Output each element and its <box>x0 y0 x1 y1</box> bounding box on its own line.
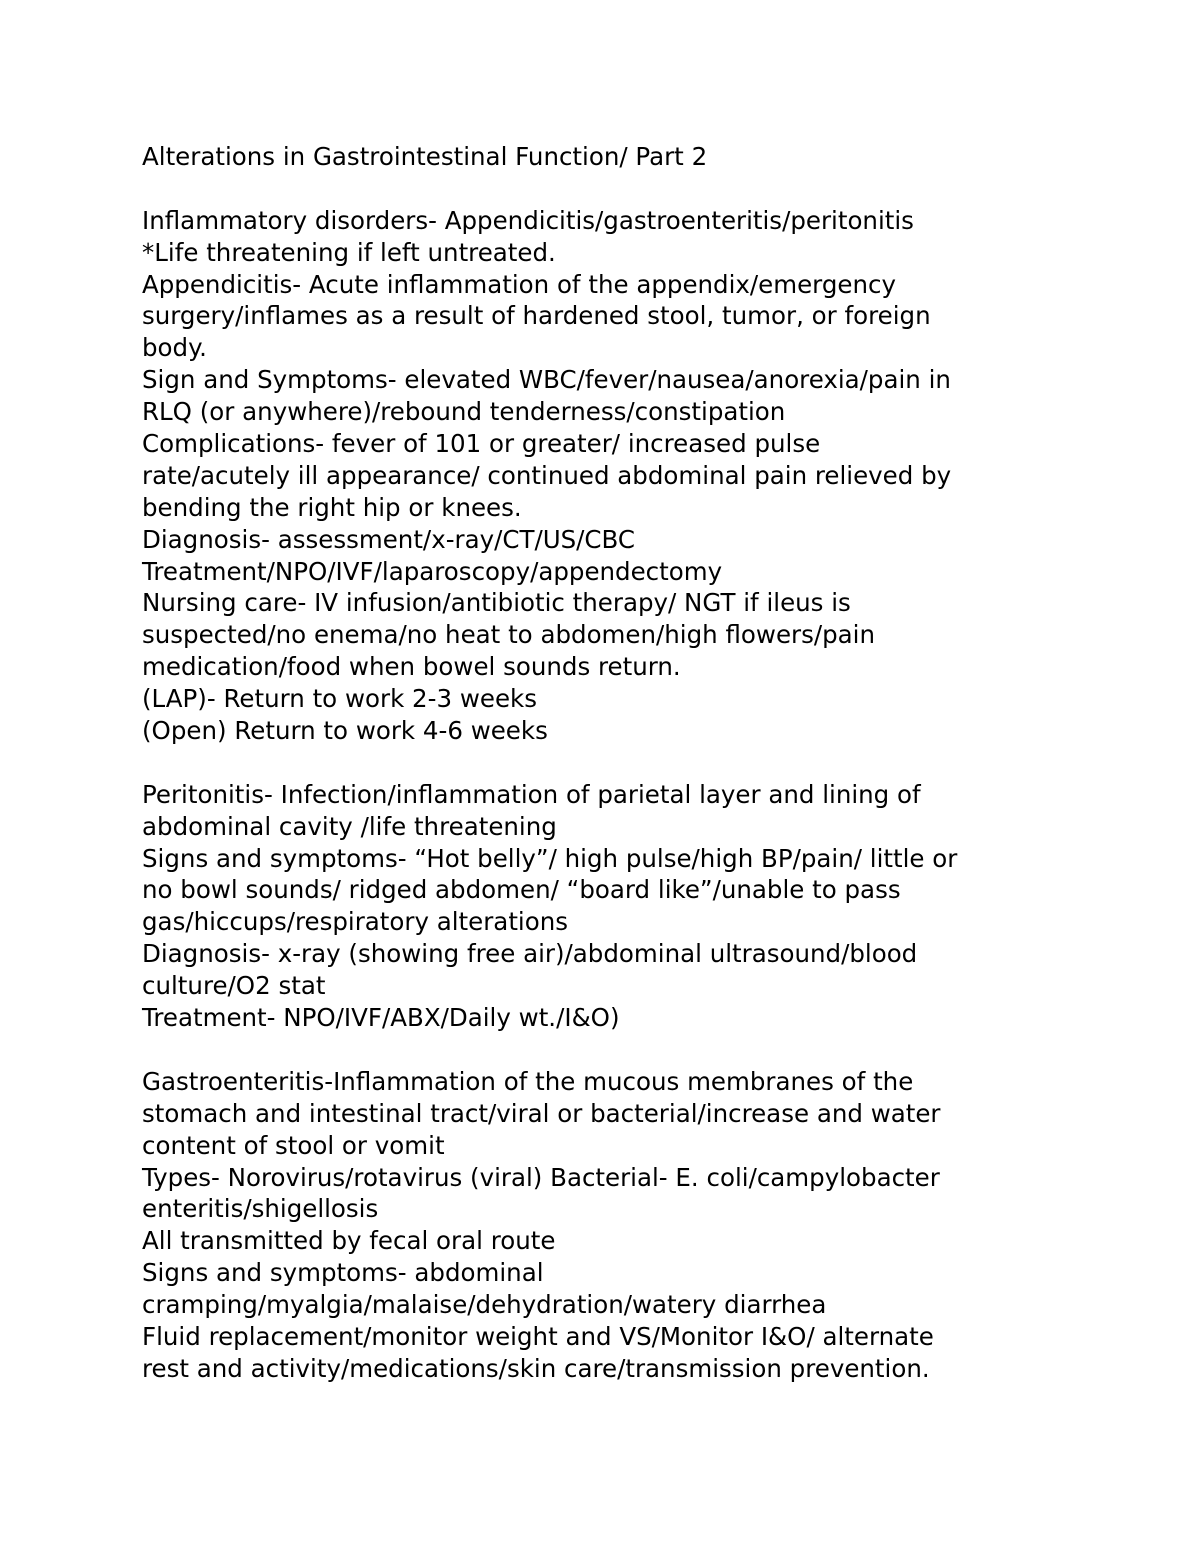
text-line: gas/hiccups/respiratory alterations <box>142 907 569 937</box>
text-line: Peritonitis- Infection/inflammation of parietal layer and lining of <box>142 779 921 809</box>
text-line: Diagnosis- x-ray (showing free air)/abdominal ultrasound/blood <box>142 939 918 969</box>
text-line: Signs and symptoms- abdominal <box>142 1258 544 1288</box>
text-line: rest and activity/medications/skin care/transmission prevention. <box>142 1353 930 1383</box>
text-line: Appendicitis- Acute inflammation of the appendix/emergency <box>142 269 896 299</box>
text-line: no bowl sounds/ ridged abdomen/ “board like”/unable to pass <box>142 875 901 905</box>
text-line: Types- Norovirus/rotavirus (viral) Bacterial- E. coli/campylobacter <box>142 1162 940 1192</box>
blank-line <box>142 1034 1072 1066</box>
text-line: medication/food when bowel sounds return. <box>142 652 681 682</box>
text-line: stomach and intestinal tract/viral or bacterial/increase and water <box>142 1098 941 1128</box>
text-line: Complications- fever of 101 or greater/ increased pulse <box>142 429 821 459</box>
text-line: Fluid replacement/monitor weight and VS/Monitor I&O/ alternate <box>142 1321 934 1351</box>
text-line: bending the right hip or knees. <box>142 492 522 522</box>
text-line: Treatment/NPO/IVF/laparoscopy/appendectomy <box>142 556 723 586</box>
text-line: abdominal cavity /life threatening <box>142 811 557 841</box>
text-line: *Life threatening if left untreated. <box>142 237 556 267</box>
text-line: Sign and Symptoms- elevated WBC/fever/nausea/anorexia/pain in <box>142 365 951 395</box>
text-line: Treatment- NPO/IVF/ABX/Daily wt./I&O) <box>142 1003 620 1033</box>
text-line: content of stool or vomit <box>142 1130 445 1160</box>
document-body <box>142 141 1072 1385</box>
text-line: Diagnosis- assessment/x-ray/CT/US/CBC <box>142 524 636 554</box>
blank-line <box>142 747 1072 779</box>
text-line: All transmitted by fecal oral route <box>142 1226 556 1256</box>
text-line: suspected/no enema/no heat to abdomen/high flowers/pain <box>142 620 876 650</box>
text-line: enteritis/shigellosis <box>142 1194 379 1224</box>
text-line: body. <box>142 333 207 363</box>
text-line: culture/O2 stat <box>142 971 326 1001</box>
text-line: rate/acutely ill appearance/ continued abdominal pain relieved by <box>142 460 952 490</box>
text-line: Signs and symptoms- “Hot belly”/ high pulse/high BP/pain/ little or <box>142 843 958 873</box>
text-line: RLQ (or anywhere)/rebound tenderness/constipation <box>142 397 786 427</box>
text-line: surgery/inflames as a result of hardened stool, tumor, or foreign <box>142 301 931 331</box>
text-line: Gastroenteritis-Inflammation of the mucous membranes of the <box>142 1066 914 1096</box>
text-line: Nursing care- IV infusion/antibiotic therapy/ NGT if ileus is <box>142 588 851 618</box>
text-line: (Open) Return to work 4-6 weeks <box>142 716 548 746</box>
text-line: (LAP)- Return to work 2-3 weeks <box>142 684 537 714</box>
text-line: Inflammatory disorders- Appendicitis/gastroenteritis/peritonitis <box>142 205 914 235</box>
document-title: Alterations in Gastrointestinal Function/ Part 2 <box>142 142 708 171</box>
blank-line <box>142 173 1072 205</box>
text-line: cramping/myalgia/malaise/dehydration/watery diarrhea <box>142 1290 827 1320</box>
